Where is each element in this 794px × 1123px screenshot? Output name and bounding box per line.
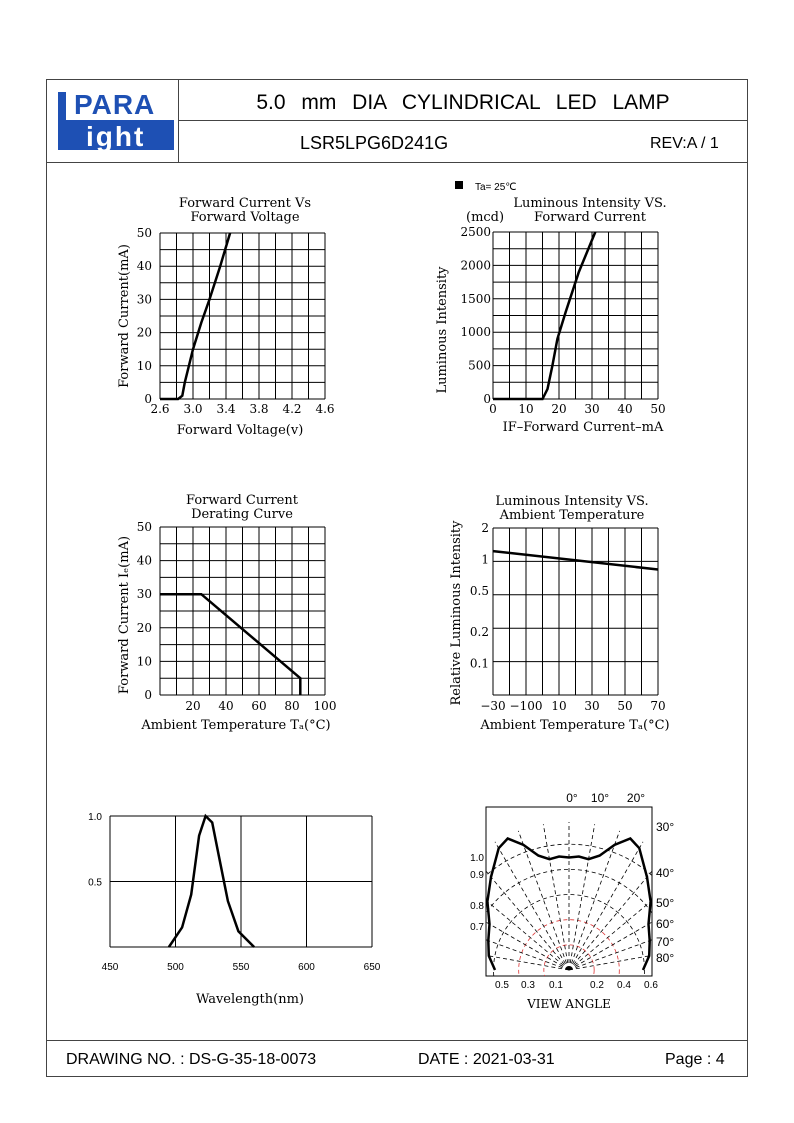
- x-tick-label: 30: [584, 699, 600, 713]
- polar-spoke: [569, 919, 708, 970]
- polar-spoke: [569, 824, 595, 970]
- x-axis-label: Wavelength(nm): [195, 992, 305, 1007]
- y-tick-label: 2000: [460, 258, 491, 273]
- chart-title: Luminous Intensity VS.: [495, 494, 649, 509]
- x-tick-label: 40: [218, 699, 234, 713]
- y-tick-label: 20: [136, 325, 152, 340]
- radial-label: 0.6: [644, 980, 658, 991]
- x-tick-label: 0: [489, 402, 497, 416]
- y-tick-label: 0.5: [88, 877, 102, 889]
- chart-title: Forward Current: [186, 493, 298, 508]
- x-tick-label: 450: [101, 962, 119, 973]
- legend-marker: [455, 181, 463, 189]
- y-axis-label: Luminous Intensity: [435, 266, 450, 394]
- svg-text:ight: ight: [86, 121, 146, 152]
- polar-spoke: [569, 831, 620, 970]
- chart-title: Derating Curve: [191, 507, 293, 522]
- y-tick-label: 0.2: [469, 625, 489, 640]
- y-tick-label: 10: [136, 654, 152, 669]
- y-axis-label: Forward Current(mA): [117, 244, 132, 388]
- angle-label: 50°: [656, 896, 675, 910]
- y-tick-label: 0: [144, 392, 152, 406]
- chart-title: Forward Current Vs: [178, 196, 312, 211]
- x-axis-label: Ambient Temperature Tₐ(°C): [480, 718, 670, 733]
- part-number: LSR5LPG6D241G: [300, 133, 449, 153]
- y-tick-label: 40: [136, 259, 152, 274]
- drawing-number: DRAWING NO. : DS-G-35-18-0073: [66, 1051, 317, 1068]
- x-tick-label: 2.6: [150, 402, 170, 416]
- radial-label: 1.0: [470, 853, 484, 864]
- x-tick-label: 10: [518, 402, 534, 416]
- y-tick-label: 1500: [460, 291, 491, 306]
- radial-label: 0.7: [470, 922, 484, 933]
- y-tick-label: 50: [136, 520, 152, 534]
- x-tick-label: 20: [185, 699, 201, 713]
- y-tick-label: 50: [136, 226, 152, 240]
- chart-title: Forward Voltage: [190, 210, 300, 225]
- angle-label: 0°: [566, 791, 578, 805]
- x-tick-label: 10: [551, 699, 567, 713]
- x-tick-label: 40: [617, 402, 633, 416]
- legend-note: Ta= 25℃: [475, 182, 517, 193]
- y-tick-label: 20: [136, 620, 152, 635]
- y-tick-label: 10: [136, 358, 152, 373]
- x-tick-label: 70: [650, 699, 666, 713]
- y-tick-label: 0.5: [469, 583, 489, 598]
- y-tick-label: 2: [481, 521, 489, 535]
- chart-title: Luminous Intensity VS.: [513, 196, 667, 211]
- y-tick-label: 1.0: [88, 812, 102, 823]
- x-tick-label: 50: [650, 402, 666, 416]
- radial-label: 0.8: [470, 901, 484, 912]
- x-tick-label: 80: [284, 699, 300, 713]
- y-tick-label: 0: [144, 688, 152, 702]
- angle-label: 80°: [656, 951, 675, 965]
- y-tick-label: 0.1: [469, 656, 489, 671]
- x-tick-label: 4.6: [315, 402, 335, 416]
- x-tick-label: 4.2: [282, 402, 302, 416]
- radial-label: 0.4: [617, 980, 631, 991]
- chart-title: Ambient Temperature: [499, 508, 645, 523]
- x-axis-label: VIEW ANGLE: [527, 997, 611, 1011]
- x-tick-label: 600: [298, 962, 315, 973]
- x-tick-label: −30: [480, 699, 506, 713]
- x-tick-label: 20: [551, 402, 567, 416]
- unit-label: (mcd): [466, 210, 505, 225]
- radial-label: 0.2: [590, 980, 604, 991]
- x-tick-label: 50: [617, 699, 633, 713]
- page-number: Page : 4: [665, 1051, 725, 1068]
- angle-label: 10°: [590, 791, 610, 805]
- radial-label: 0.9: [470, 870, 484, 881]
- radial-label: 0.5: [495, 980, 509, 991]
- x-axis-label: IF–Forward Current–mA: [502, 420, 664, 435]
- y-tick-label: 1: [481, 552, 489, 567]
- polar-spoke: [430, 919, 569, 970]
- angle-label: 40°: [656, 866, 675, 880]
- x-tick-label: −100: [509, 699, 543, 713]
- y-axis-label: Forward Current Iₑ(mA): [117, 535, 132, 695]
- x-tick-label: 550: [232, 962, 250, 973]
- angle-label: 60°: [656, 917, 675, 931]
- x-tick-label: 3.4: [216, 402, 236, 416]
- drawing-date: DATE : 2021-03-31: [418, 1051, 555, 1068]
- svg-text:PARA: PARA: [74, 89, 156, 120]
- x-tick-label: 3.8: [249, 402, 269, 416]
- chart-title: Forward Current: [534, 210, 646, 225]
- x-tick-label: 60: [251, 699, 267, 713]
- y-tick-label: 2500: [460, 225, 491, 239]
- document-title: 5.0 mm DIA CYLINDRICAL LED LAMP: [256, 91, 670, 114]
- y-tick-label: 40: [136, 553, 152, 568]
- y-axis-label: Relative Luminous Intensity: [449, 520, 464, 706]
- x-axis-label: Ambient Temperature Tₐ(°C): [141, 718, 331, 733]
- y-tick-label: 30: [136, 587, 152, 602]
- y-tick-label: 500: [468, 358, 491, 373]
- x-tick-label: 3.0: [183, 402, 203, 416]
- y-tick-label: 1000: [460, 325, 491, 340]
- angle-label: 30°: [656, 820, 675, 834]
- x-tick-label: 30: [584, 402, 600, 416]
- revision: REV:A / 1: [650, 135, 719, 152]
- x-tick-label: 500: [167, 962, 184, 973]
- radial-label: 0.3: [521, 980, 535, 991]
- radial-label: 0.1: [549, 980, 563, 991]
- angle-label: 70°: [656, 935, 675, 949]
- angle-label: 20°: [626, 791, 646, 805]
- x-tick-label: 100: [313, 699, 337, 713]
- y-tick-label: 30: [136, 292, 152, 307]
- y-tick-label: 0: [483, 392, 491, 406]
- x-axis-label: Forward Voltage(v): [176, 423, 304, 438]
- x-tick-label: 650: [363, 962, 381, 973]
